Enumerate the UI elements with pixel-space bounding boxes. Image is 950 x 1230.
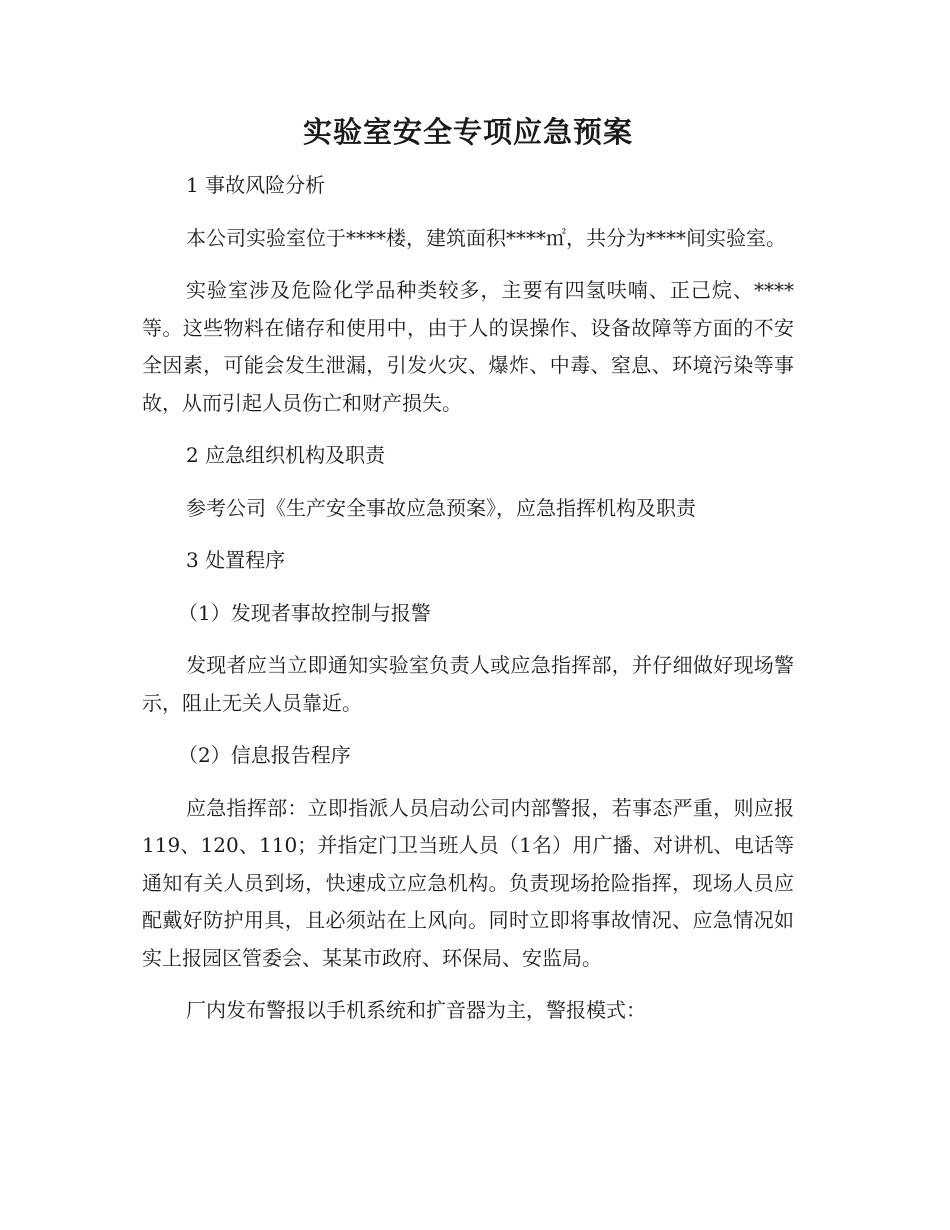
section-heading-procedure: 3 处置程序 <box>186 548 286 572</box>
paragraph-discoverer-actions: 发现者应当立即通知实验室负责人或应急指挥部，并仔细做好现场警示，阻止无关人员靠近。 <box>142 653 794 715</box>
paragraph-emergency-command: 应急指挥部：立即指派人员启动公司内部警报，若事态严重，则应报119、120、110；并指定门卫当班人员（1名）用广播、对讲机、电话等通知有关人员到场，快速成立应急机构。负责现场抢险指挥，现场人员应配戴好防护用具，且必须站在上风向。同时立即将事故情况、应急情况如实上报园区管委会、某某市政府、环保局、安监局。 <box>142 795 794 970</box>
section-heading-risk-analysis: 1 事故风险分析 <box>186 173 326 197</box>
paragraph-alarm-mode: 厂内发布警报以手机系统和扩音器为主，警报模式： <box>186 998 646 1022</box>
document-title: 实验室安全专项应急预案 <box>302 115 633 149</box>
paragraph-lab-location: 本公司实验室位于****楼，建筑面积****㎡，共分为****间实验室。 <box>186 225 786 250</box>
document-page <box>142 110 794 1045</box>
subheading-discoverer-control: （1）发现者事故控制与报警 <box>178 600 431 625</box>
subheading-information-report: （2）信息报告程序 <box>178 743 351 767</box>
section-heading-organization: 2 应急组织机构及职责 <box>186 443 386 467</box>
paragraph-organization-reference: 参考公司《生产安全事故应急预案》，应急指挥机构及职责 <box>186 495 696 520</box>
paragraph-hazardous-chemicals: 实验室涉及危险化学品种类较多，主要有四氢呋喃、正己烷、****等。这些物料在储存和使用中，由于人的误操作、设备故障等方面的不安全因素，可能会发生泄漏，引发火灾、爆炸、中毒、窒息、环境污染等事故，从而引起人员伤亡和财产损失。 <box>142 278 794 415</box>
